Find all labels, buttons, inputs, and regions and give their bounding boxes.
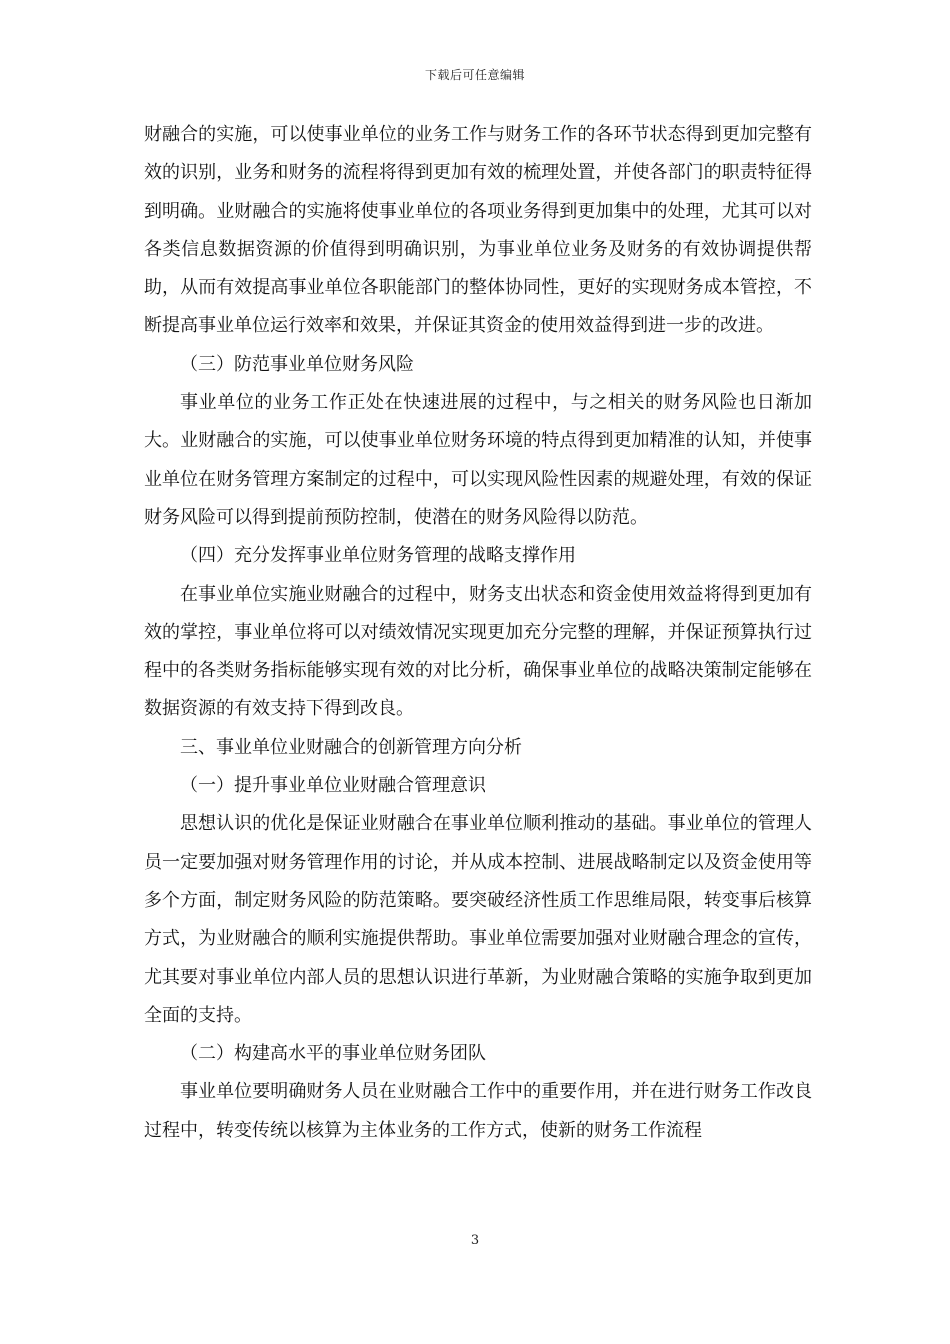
paragraph: 事业单位要明确财务人员在业财融合工作中的重要作用，并在进行财务工作改良过程中，转变传统以核算为主体业务的工作方式，使新的财务工作流程 [144,1081,812,1141]
paragraph: 思想认识的优化是保证业财融合在事业单位顺利推动的基础。事业单位的管理人员一定要加强对财务管理作用的讨论，并从成本控制、进展战略制定以及资金使用等多个方面，制定财务风险的防范策略。要突破经济性质工作思维局限，转变事后核算方式，为业财融合的顺利实施提供帮助。事业单位需要加强对业财融合理念的宣传，尤其要对事业单位内部人员的思想认识进行革新，为业财融合策略的实施争取到更加全面的支持。 [144,813,812,1026]
chapter-heading: 三、事业单位业财融合的创新管理方向分析 [180,736,522,758]
document-body [144,116,812,1150]
section-heading-1: （一）提升事业单位业财融合管理意识 [180,775,486,797]
section-heading-4: （四）充分发挥事业单位财务管理的战略支撑作用 [180,545,576,567]
page-header: 下载后可任意编辑 [424,68,525,82]
page-number: 3 [470,1233,480,1248]
paragraph-continuation: 财融合的实施，可以使事业单位的业务工作与财务工作的各环节状态得到更加完整有效的识别，业务和财务的流程将得到更加有效的梳理处置，并使各部门的职责特征得到明确。业财融合的实施将使事业单位的各项业务得到更加集中的处理，尤其可以对各类信息数据资源的价值得到明确识别，为事业单位业务及财务的有效协调提供帮助，从而有效提高事业单位各职能部门的整体协同性，更好的实现财务成本管控，不断提高事业单位运行效率和效果，并保证其资金的使用效益得到进一步的改进。 [144,124,812,337]
paragraph: 在事业单位实施业财融合的过程中，财务支出状态和资金使用效益将得到更加有效的掌控，事业单位将可以对绩效情况实现更加充分完整的理解，并保证预算执行过程中的各类财务指标能够实现有效的对比分析，确保事业单位的战略决策制定能够在数据资源的有效支持下得到改良。 [144,583,812,720]
section-heading-3: （三）防范事业单位财务风险 [180,353,414,375]
section-heading-2: （二）构建高水平的事业单位财务团队 [180,1043,486,1065]
paragraph: 事业单位的业务工作正处在快速进展的过程中，与之相关的财务风险也日渐加大。业财融合的实施，可以使事业单位财务环境的特点得到更加精准的认知，并使事业单位在财务管理方案制定的过程中，可以实现风险性因素的规避处理，有效的保证财务风险可以得到提前预防控制，使潜在的财务风险得以防范。 [144,392,812,528]
